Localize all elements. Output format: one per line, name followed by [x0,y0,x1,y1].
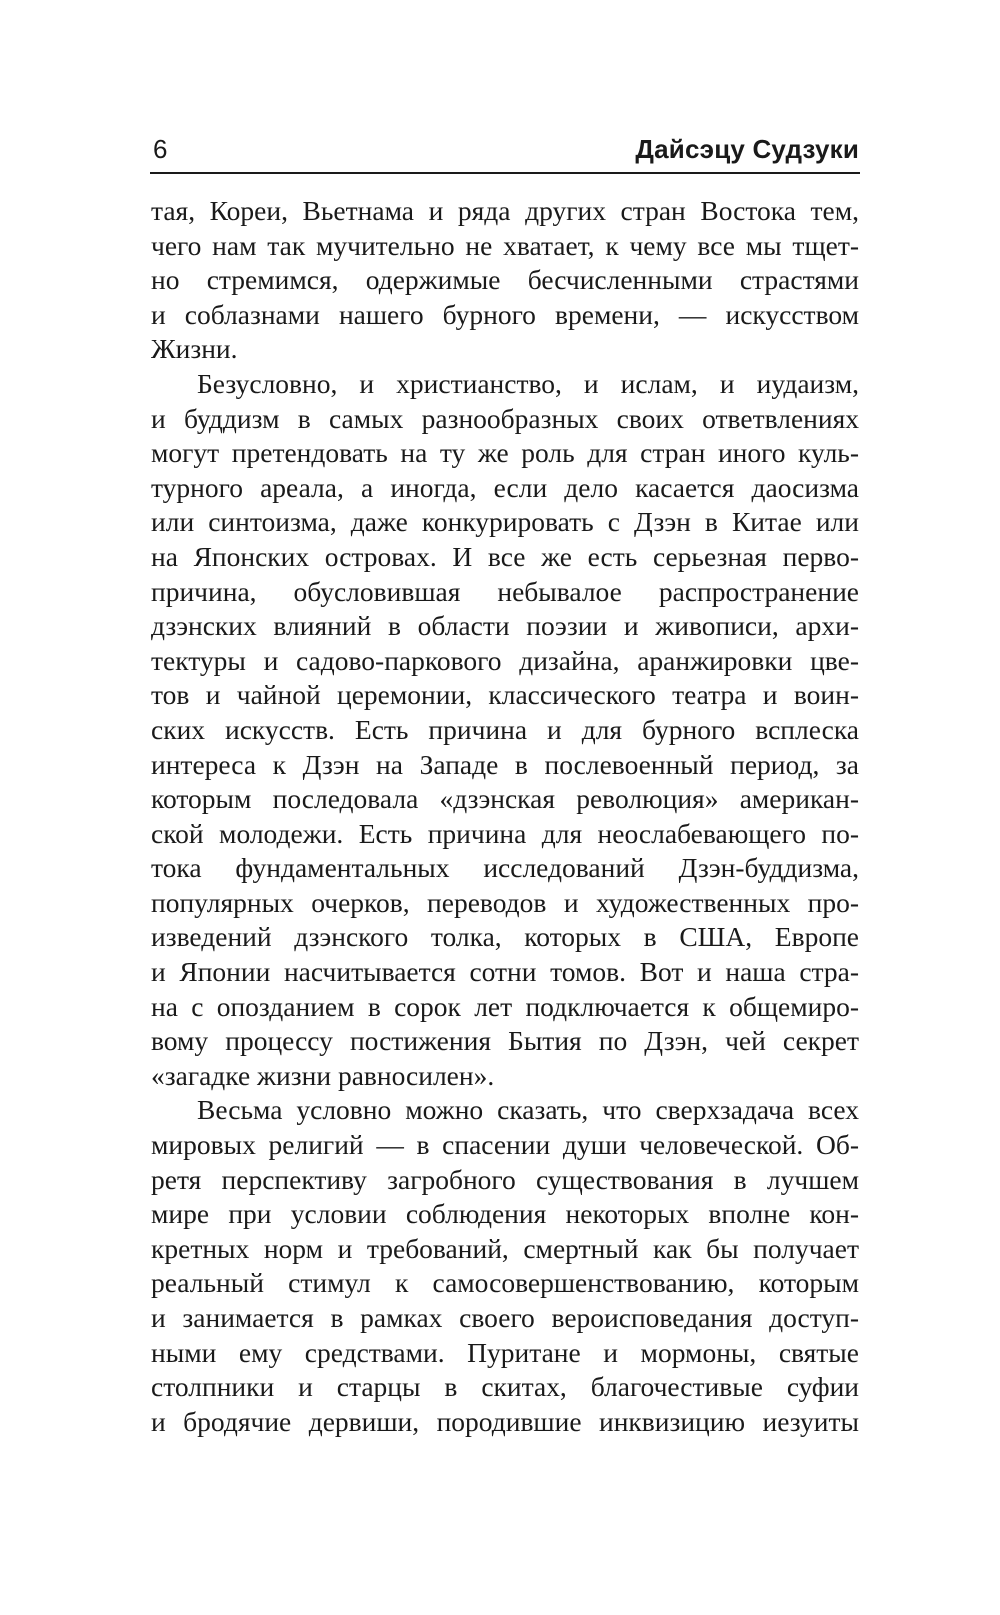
text-line: и бродячие дервиши, породившие инквизицию иезуиты [151,1405,859,1437]
text-line: реальный стимул к самосовершенствованию, которым [151,1267,859,1299]
text-line: и занимается в рамках своего вероисповедания доступ- [151,1302,859,1333]
text-line: вому процессу постижения Бытия по Дзэн, чей секрет [151,1025,859,1057]
text-line: изведений дзэнского толка, которых в США, Европе [151,921,859,953]
text-line: дзэнских влияний в области поэзии и живописи, архи- [151,610,859,642]
paragraph [151,194,859,367]
text-line: интереса к Дзэн на Западе в послевоенный период, за [151,748,859,780]
text-line: ской молодежи. Есть причина для неослабевающего по- [151,817,859,849]
running-head-author: Дайсэцу Судзуки [635,134,859,164]
text-line: мире при условии соблюдения некоторых вполне кон- [151,1198,859,1230]
text-line: которым последовала «дзэнская революция» американ- [151,783,859,815]
text-line: Жизни. [151,333,238,365]
text-line: кретных норм и требований, смертный как бы получает [151,1232,859,1264]
paragraph [151,1093,859,1439]
text-line: и буддизм в самых разнообразных своих ответвлениях [151,402,859,434]
text-line: и Японии насчитывается сотни томов. Вот и наша стра- [151,956,859,988]
text-line: Безусловно, и христианство, и ислам, и иудаизм, [197,367,859,399]
text-line: ских искусств. Есть причина и для бурного всплеска [151,713,859,745]
text-line: но стремимся, одержимые бесчисленными страстями [151,264,859,296]
text-line: на с опозданием в сорок лет подключается к общемиро- [151,990,859,1022]
text-line: причина, обусловившая небывалое распространение [151,575,859,607]
text-line: Весьма условно можно сказать, что сверхзадача всех [197,1094,859,1126]
text-line: и соблазнами нашего бурного времени, — искусством [151,298,859,330]
text-line: столпники и старцы в скитах, благочестивые суфии [151,1371,859,1403]
body-text [151,194,859,1439]
running-head [153,132,859,166]
text-line: тектуры и садово-паркового дизайна, аранжировки цве- [151,644,859,676]
header-rule [150,172,860,174]
text-line: «загадке жизни равносилен». [151,1059,495,1091]
text-line: могут претендовать на ту же роль для стран иного куль- [151,437,859,469]
paragraph [151,367,859,1093]
text-line: на Японских островах. И все же есть серьезная перво- [151,540,859,572]
text-line: тов и чайной церемонии, классического театра и воин- [151,679,859,711]
text-line: тока фундаментальных исследований Дзэн-буддизма, [151,852,859,884]
text-line: популярных очерков, переводов и художественных про- [151,886,859,918]
text-line: турного ареала, а иногда, если дело касается даосизма [151,471,859,503]
text-line: ными ему средствами. Пуритане и мормоны, святые [151,1336,859,1368]
text-line: ретя перспективу загробного существования в лучшем [151,1163,859,1195]
page-number: 6 [153,134,168,164]
text-line: чего нам так мучительно не хватает, к чему все мы тщет- [151,229,859,261]
text-line: тая, Кореи, Вьетнама и ряда других стран Востока тем, [151,195,859,226]
text-line: мировых религий — в спасении души человеческой. Об- [151,1129,859,1161]
text-line: или синтоизма, даже конкурировать с Дзэн в Китае или [151,506,859,538]
